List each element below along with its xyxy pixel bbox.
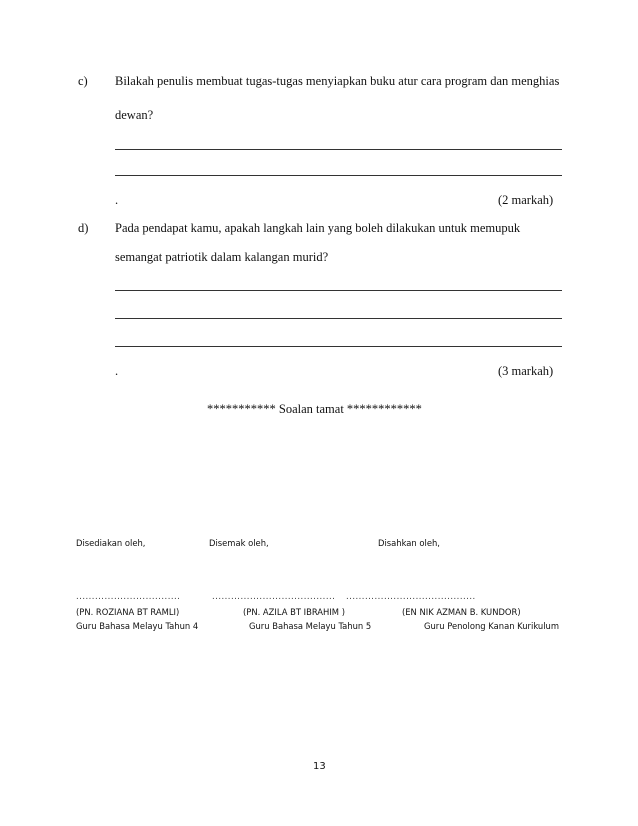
answer-line[interactable] [115, 175, 562, 176]
signatory-role: Guru Bahasa Melayu Tahun 4 [76, 621, 199, 631]
signatory-name: (PN. AZILA BT IBRAHIM ) [243, 607, 345, 617]
approved-by-label: Disahkan oleh, [378, 538, 440, 548]
signature-dots: ....................................... [212, 591, 336, 601]
answer-line[interactable] [115, 318, 562, 319]
question-d-end-mark: . [115, 364, 119, 378]
checked-by-label: Disemak oleh, [209, 538, 269, 548]
question-d-text-line1: Pada pendapat kamu, apakah langkah lain yang boleh dilakukan untuk memupuk [115, 221, 521, 235]
signature-dots: ................................. [76, 591, 181, 601]
question-c-text-line2: dewan? [115, 108, 154, 122]
question-d-marks: (3 markah) [498, 364, 554, 378]
question-d-label: d) [78, 221, 89, 235]
signatory-name: (PN. ROZIANA BT RAMLI) [76, 607, 180, 617]
signatory-role: Guru Bahasa Melayu Tahun 5 [249, 621, 372, 631]
answer-line[interactable] [115, 346, 562, 347]
question-c-marks: (2 markah) [498, 193, 554, 207]
end-of-questions: *********** Soalan tamat ************ [207, 402, 422, 416]
signatory-role: Guru Penolong Kanan Kurikulum [424, 621, 560, 631]
question-c-label: c) [78, 74, 88, 88]
signature-dots: ......................................... [346, 591, 476, 601]
prepared-by-label: Disediakan oleh, [76, 538, 146, 548]
question-c-text-line1: Bilakah penulis membuat tugas-tugas menyiapkan buku atur cara program dan menghias [115, 74, 560, 88]
page-number: 13 [313, 761, 326, 772]
answer-line[interactable] [115, 290, 562, 291]
signatory-name: (EN NIK AZMAN B. KUNDOR) [402, 607, 521, 617]
question-c-end-mark: . [115, 193, 119, 207]
answer-line[interactable] [115, 149, 562, 150]
question-d-text-line2: semangat patriotik dalam kalangan murid? [115, 250, 329, 264]
